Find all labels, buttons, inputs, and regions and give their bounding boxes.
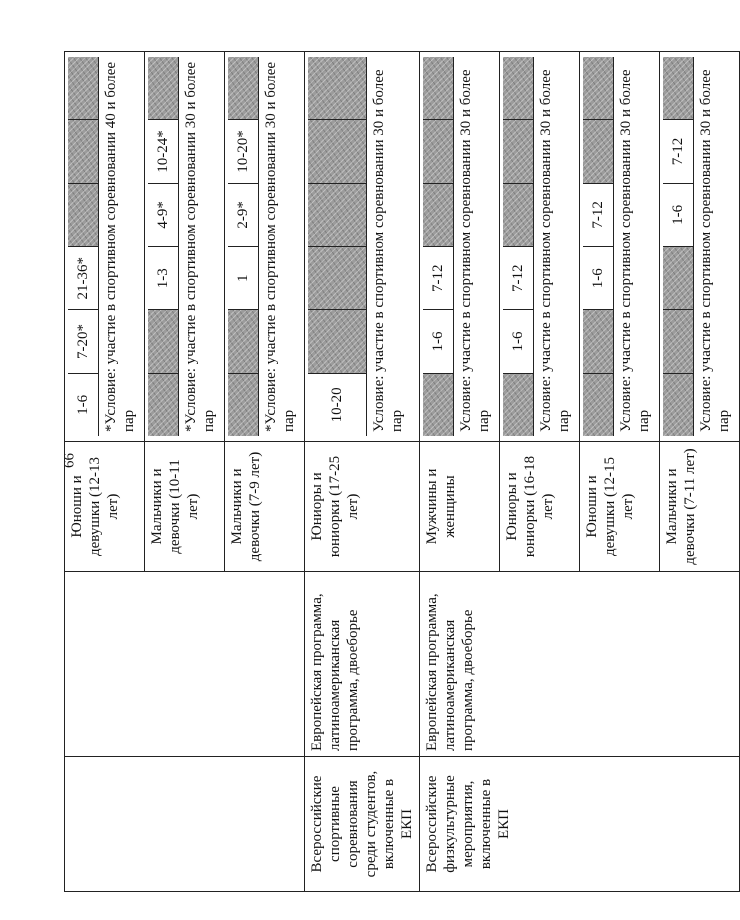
- program-cell: [65, 572, 305, 757]
- place-cell-shaded: [68, 183, 98, 246]
- place-cell-shaded: [583, 373, 613, 436]
- condition-text: Условие: участие в спортивном соревновании 30 и более пар: [538, 69, 572, 432]
- age-group-cell: Мальчики и девочки (7-11 лет): [660, 442, 740, 572]
- place-cell-shaded: [663, 246, 693, 309]
- places-condition-cell: [225, 52, 305, 442]
- places-row: [308, 57, 367, 436]
- age-group-cell: Юниоры и юниорки (16-18 лет): [500, 442, 580, 572]
- table-row: [420, 52, 500, 892]
- places-condition-cell: [420, 52, 500, 442]
- places-row: [228, 57, 259, 436]
- place-cell-shaded: [583, 119, 613, 182]
- place-cell: 2-9*: [228, 183, 258, 246]
- place-cell: 1-3: [148, 246, 178, 309]
- place-cell: 1-6: [663, 183, 693, 246]
- place-cell-shaded: [148, 373, 178, 436]
- condition-text: *Условие: участие в спортивном соревновании 40 и более пар: [103, 61, 137, 432]
- age-group-cell: Мальчики и девочки (7-9 лет): [225, 442, 305, 572]
- place-cell-shaded: [663, 309, 693, 372]
- place-cell-shaded: [308, 246, 366, 309]
- places-row: [663, 57, 694, 436]
- table-row: [305, 52, 420, 892]
- place-cell: 1-6: [68, 373, 98, 436]
- condition-text: Условие: участие в спортивном соревновании 30 и более пар: [458, 69, 492, 432]
- places-condition-cell: [305, 52, 420, 442]
- place-cell-shaded: [228, 57, 258, 119]
- age-group-cell: Юноши и девушки (12-15 лет): [580, 442, 660, 572]
- age-group-cell: Юниоры и юниорки (17-25 лет): [305, 442, 420, 572]
- table-row: [65, 52, 145, 892]
- place-cell-shaded: [503, 119, 533, 182]
- place-cell-shaded: [228, 373, 258, 436]
- place-cell: 1-6: [583, 246, 613, 309]
- age-group-cell: Юноши и девушки (12-13 лет): [65, 442, 145, 572]
- program-cell: Европейская программа, латиноамериканская программа, двоеборье: [305, 572, 420, 757]
- place-cell: 7-12: [583, 183, 613, 246]
- age-group-cell: Мальчики и девочки (10-11 лет): [145, 442, 225, 572]
- place-cell-shaded: [583, 57, 613, 119]
- place-cell-shaded: [503, 373, 533, 436]
- place-cell-shaded: [308, 57, 366, 119]
- place-cell-shaded: [423, 119, 453, 182]
- event-cell: Всероссийские спортивные соревнования среди студентов, включенные в ЕКП: [305, 757, 420, 892]
- condition-text: Условие: участие в спортивном соревновании 30 и более пар: [618, 69, 652, 432]
- place-cell: 4-9*: [148, 183, 178, 246]
- places-row: [148, 57, 179, 436]
- place-cell-shaded: [423, 373, 453, 436]
- condition-text: Условие: участие в спортивном соревновании 30 и более пар: [371, 69, 405, 432]
- place-cell: 1: [228, 246, 258, 309]
- places-condition-cell: [500, 52, 580, 442]
- place-cell-shaded: [148, 57, 178, 119]
- condition-text: *Условие: участие в спортивном соревновании 30 и более пар: [183, 61, 217, 432]
- place-cell-shaded: [663, 373, 693, 436]
- place-cell-shaded: [663, 57, 693, 119]
- place-cell: 7-12: [503, 246, 533, 309]
- place-cell-shaded: [68, 57, 98, 119]
- place-cell-shaded: [308, 119, 366, 182]
- place-cell-shaded: [228, 309, 258, 372]
- place-cell-shaded: [503, 183, 533, 246]
- place-cell: 10-20: [308, 373, 366, 436]
- page-number: 66: [61, 453, 78, 468]
- age-group-cell: Мужчины и женщины: [420, 442, 500, 572]
- places-condition-cell: [660, 52, 740, 442]
- condition-text: Условие: участие в спортивном соревновании 30 и более пар: [698, 69, 732, 432]
- place-cell-shaded: [68, 119, 98, 182]
- program-cell: Европейская программа, латиноамериканская программа, двоеборье: [420, 572, 740, 757]
- place-cell-shaded: [423, 57, 453, 119]
- places-row: [423, 57, 454, 436]
- event-cell: Всероссийские физкультурные мероприятия, включенные в ЕКП: [420, 757, 740, 892]
- table-body: [65, 52, 740, 892]
- place-cell: 7-12: [663, 119, 693, 182]
- places-row: [583, 57, 614, 436]
- place-cell: 1-6: [503, 309, 533, 372]
- places-condition-cell: [580, 52, 660, 442]
- sports-category-table: [61, 51, 740, 892]
- place-cell: 7-20*: [68, 309, 98, 372]
- place-cell: 10-24*: [148, 119, 178, 182]
- place-cell-shaded: [308, 183, 366, 246]
- place-cell-shaded: [308, 309, 366, 372]
- places-row: [68, 57, 99, 436]
- event-cell: [65, 757, 305, 892]
- place-cell-shaded: [423, 183, 453, 246]
- place-cell-shaded: [503, 57, 533, 119]
- condition-text: *Условие: участие в спортивном соревновании 30 и более пар: [263, 61, 297, 432]
- place-cell: 21-36*: [68, 246, 98, 309]
- place-cell: 7-12: [423, 246, 453, 309]
- places-row: [503, 57, 534, 436]
- place-cell: 1-6: [423, 309, 453, 372]
- rotated-table-wrapper: [61, 52, 732, 892]
- places-condition-cell: [65, 52, 145, 442]
- place-cell-shaded: [583, 309, 613, 372]
- place-cell-shaded: [148, 309, 178, 372]
- places-condition-cell: [145, 52, 225, 442]
- place-cell: 10-20*: [228, 119, 258, 182]
